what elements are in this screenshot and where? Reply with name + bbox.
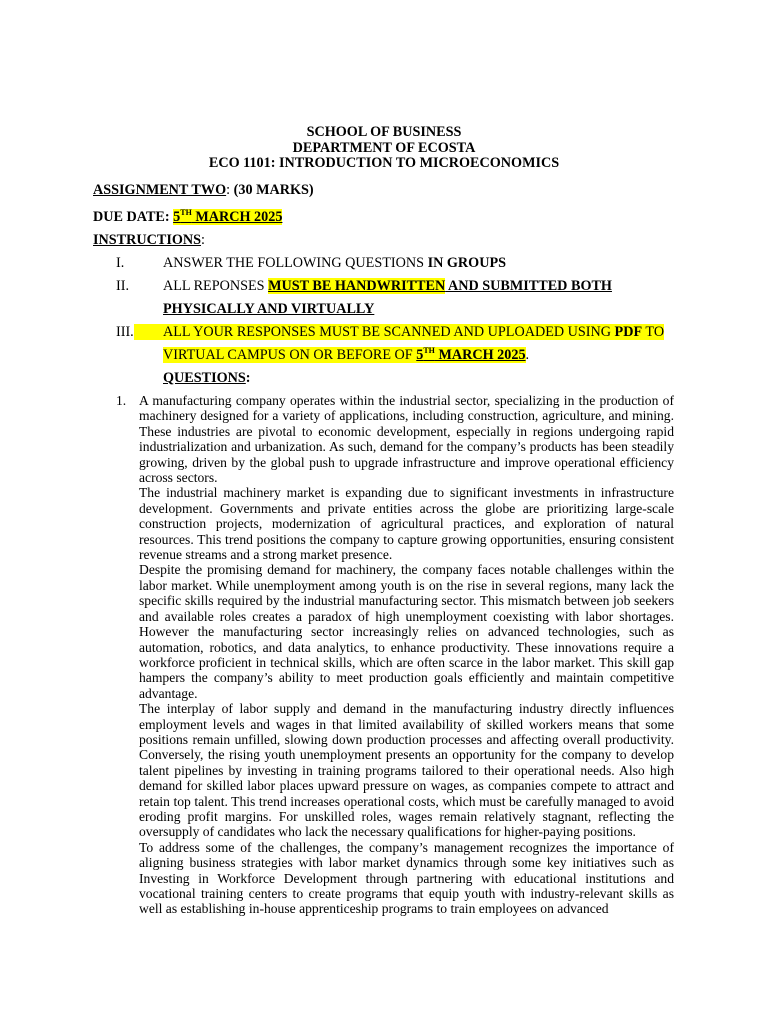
assignment-colon: :: [226, 182, 234, 198]
school-title: SCHOOL OF BUSINESS: [306, 124, 462, 140]
department-title: DEPARTMENT OF ECOSTA: [292, 139, 476, 156]
due-date-line: [93, 209, 282, 226]
question-paragraph: The industrial machinery market is expanding due to significant investments in infrastructure development. Governments and private entities across the globe are prioritizing large-scale construction projects, modernization of agricultural practices, and exploration of natural resources. This trend positions the company to capture growing opportunities, ensuring consistent revenue streams and a strong market presence.: [139, 485, 674, 563]
assignment-marks: (30 MARKS): [233, 182, 314, 198]
document-header: [0, 125, 768, 172]
course-title: ECO 1101: INTRODUCTION TO MICROECONOMICS: [208, 155, 560, 171]
questions-colon: :: [245, 370, 251, 386]
instruction-item-2-continued: PHYSICALLY AND VIRTUALLY: [163, 301, 375, 317]
instruction-number-2: II.: [116, 278, 129, 294]
assignment-line: [93, 182, 314, 199]
question-1-body: [139, 393, 674, 917]
instructions-colon: :: [201, 232, 205, 248]
question-paragraph: To address some of the challenges, the company’s management recognizes the importance of aligning business strategies with labor market dynamics through some key initiatives such as Investing in Workforce Development through partnering with educational institutions and vocational training centers to create programs that equip youth with industry-relevant skills as well as establishing in-house apprenticeship programs to train employees on advanced: [139, 839, 674, 917]
instructions-heading: [93, 232, 205, 249]
instruction-item-1: ANSWER THE FOLLOWING QUESTIONS IN GROUPS: [163, 255, 506, 271]
question-paragraph: The interplay of labor supply and demand in the manufacturing industry directly influences employment levels and wages in that limited availability of skilled workers means that some positions remain unfilled, slowing down production processes and affecting overall productivity. Conversely, the rising youth unemployment presents an opportunity for the company to develop talent pipelines by investing in training programs tailored to their operational needs. Also high demand for skilled labor places upward pressure on wages, as companies compete to attract and retain top talent. This trend increases operational costs, which must be carefully managed to avoid eroding profit margins. For unskilled roles, wages remain relatively stagnant, reflecting the oversupply of candidates who lack the necessary qualifications for higher-paying positions.: [139, 701, 674, 840]
instruction-item-3-continued: VIRTUAL CAMPUS ON OR BEFORE OF 5TH MARCH 2025.: [163, 346, 530, 363]
question-paragraph: Despite the promising demand for machinery, the company faces notable challenges within the labor market. While unemployment among youth is on the rise in several regions, many lack the specific skills required by the industrial manufacturing sector. This mismatch between job seekers and available roles creates a paradox of high unemployment coexisting with labor shortages. However the manufacturing sector increasingly relies on advanced technologies, such as automation, robotics, and data analytics, to enhance productivity. These innovations require a workforce proficient in technical skills, which are often scarce in the labor market. This skill gap hampers the company’s ability to meet production goals efficiently and maintain competitive advantage.: [139, 562, 674, 701]
assignment-label: ASSIGNMENT TWO: [93, 182, 227, 198]
due-date-label: DUE DATE:: [93, 209, 174, 225]
instruction-item-3: ALL YOUR RESPONSES MUST BE SCANNED AND UPLOADED USING PDF TO: [134, 324, 669, 341]
instruction-number-3: III.: [116, 324, 134, 340]
question-paragraph: A manufacturing company operates within the industrial sector, specializing in the production of machinery designed for a variety of applications, including construction, agriculture, and mining. These industries are pivotal to economic development, especially in regions undergoing rapid industrialization and urbanization. As such, demand for the company’s products has been steadily growing, driven by the global push to upgrade infrastructure and improve operational efficiency across sectors.: [139, 393, 674, 486]
instruction-item-2: ALL REPONSES MUST BE HANDWRITTEN AND SUBMITTED BOTH: [163, 278, 612, 294]
instruction-number-1: I.: [116, 255, 125, 271]
question-number-1: 1.: [116, 393, 127, 408]
questions-heading: [163, 370, 251, 387]
questions-label: QUESTIONS: [163, 370, 246, 386]
due-date-value: 5TH MARCH 2025: [173, 208, 283, 225]
instructions-label: INSTRUCTIONS: [93, 232, 202, 248]
